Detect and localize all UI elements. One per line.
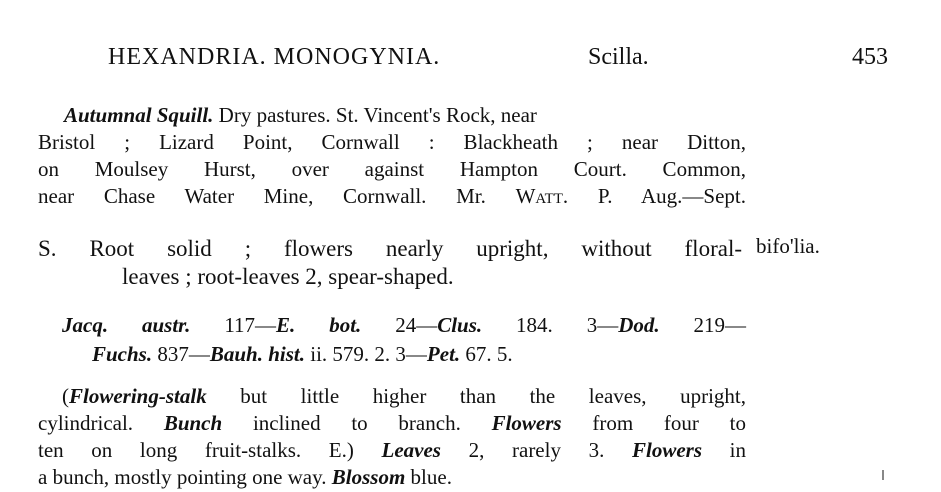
page-number: 453 [852,44,888,70]
text-run: in [702,438,746,462]
italic-run: Dod. [618,313,660,337]
description-line-3 [38,435,746,465]
description-line-1 [62,381,746,411]
text-run: ten on long fruit-stalks. E.) [38,438,382,462]
habitat-line-1 [64,100,537,130]
italic-run: Fuchs. [92,342,153,366]
references-line-2 [92,339,513,369]
habitat-line-2: Bristol ; Lizard Point, Cornwall : Blackheath ; near Ditton, [38,130,746,154]
text-run: 219— [659,313,747,337]
text-run: 24— [361,313,438,337]
italic-run: Jacq. austr. [62,313,191,337]
italic-run: Blossom [331,465,406,489]
author-name: Watt [515,184,563,208]
text-run: blue. [405,465,452,489]
scan-speck [882,470,884,480]
text-run: 837— [152,342,210,366]
italic-run: Leaves [381,438,441,462]
text-run: from four to [561,411,746,435]
text-run: 117— [190,313,277,337]
text-run: 2, rarely 3. [440,438,632,462]
description-line-4 [38,462,452,492]
species-line-1: S. Root solid ; flowers nearly upright, without floral- [38,236,742,261]
common-name: Autumnal Squill. [64,103,214,127]
habitat-text: Dry pastures. St. Vincent's Rock, near [213,103,537,127]
italic-run: Flowers [491,411,562,435]
italic-run: Flowering-stalk [69,384,207,408]
text-run: 67. 5. [460,342,513,366]
description-line-2 [38,408,746,438]
habitat-line-4: near Chase Water Mine, Cornwall. Mr. Watt. P. Aug.—Sept. [38,184,746,208]
italic-run: Bauh. hist. [209,342,305,366]
italic-run: Clus. [437,313,483,337]
text-run: ii. 579. 2. 3— [305,342,427,366]
running-header-genus: Scilla. [588,44,649,70]
references-line-1 [62,310,746,340]
text-run: inclined to branch. [222,411,492,435]
italic-run: Pet. [426,342,461,366]
text-run: a bunch, mostly pointing one way. [38,465,332,489]
italic-run: Bunch [163,411,223,435]
species-line-2: leaves ; root-leaves 2, spear-shaped. [122,264,454,289]
text-run: cylindrical. [38,411,164,435]
habitat-line-3: on Moulsey Hurst, over against Hampton Court. Common, [38,157,746,181]
text-run: 184. 3— [482,313,619,337]
text-run: ( [62,384,69,408]
running-header-title: HEXANDRIA. MONOGYNIA. [108,44,441,70]
species-margin-name: bifo'lia. [756,234,820,258]
text-run: but little higher than the leaves, upright, [206,384,746,408]
italic-run: Flowers [632,438,703,462]
italic-run: E. bot. [276,313,362,337]
